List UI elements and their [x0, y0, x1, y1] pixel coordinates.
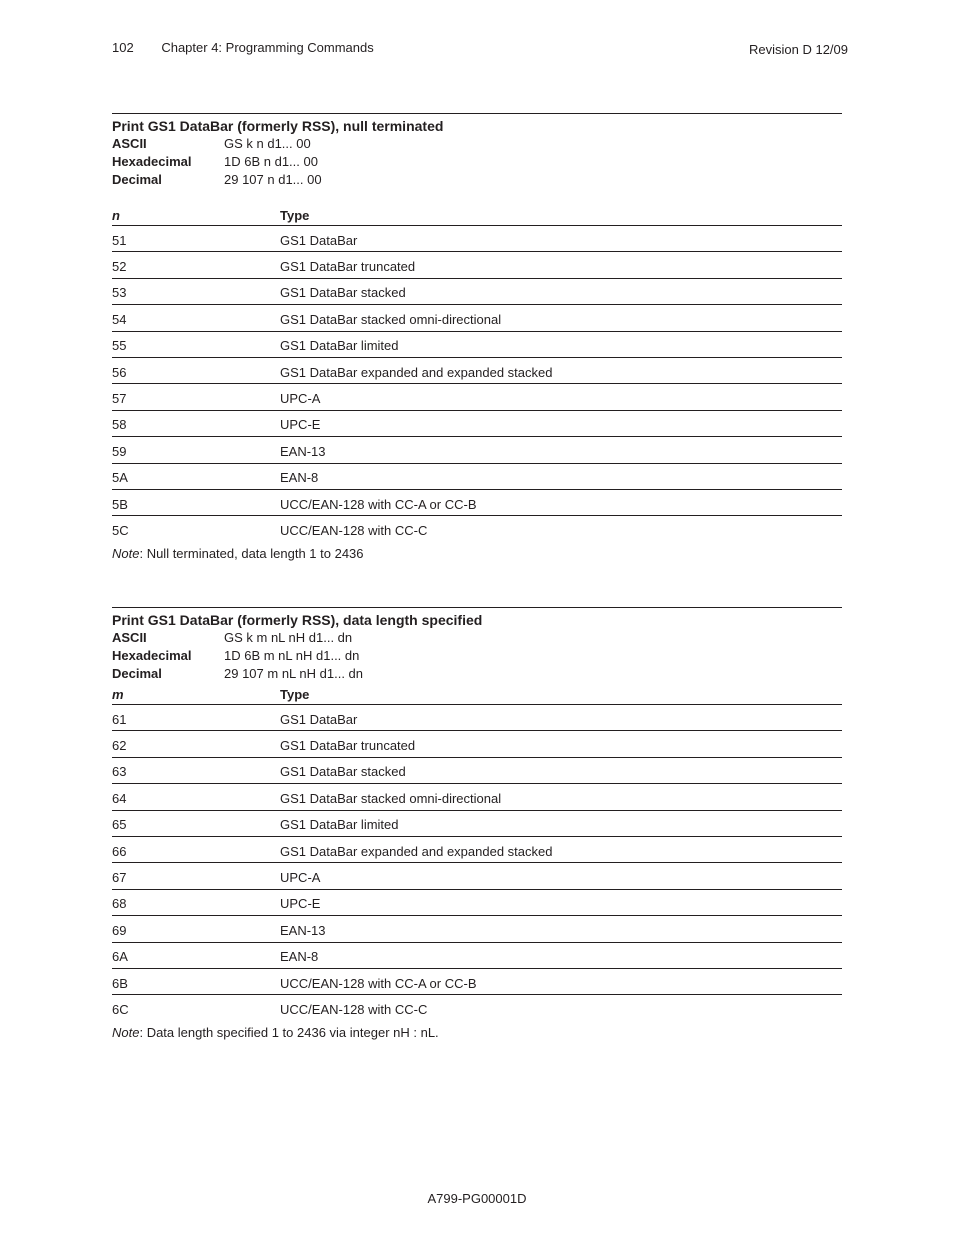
- table-row: [112, 384, 842, 410]
- format-label: ASCII: [112, 136, 147, 151]
- row-code: 62: [112, 738, 127, 754]
- row-code: 53: [112, 285, 127, 301]
- section-length-specified: [112, 607, 842, 1040]
- row-code: 5B: [112, 496, 128, 512]
- format-row: [112, 153, 842, 171]
- row-code: 58: [112, 417, 127, 433]
- row-type: EAN-8: [280, 949, 319, 965]
- format-value: GS k n d1... 00: [224, 136, 311, 151]
- table-row: [112, 758, 842, 784]
- row-type: GS1 DataBar stacked omni-directional: [280, 311, 502, 327]
- format-value: 29 107 m nL nH d1... dn: [224, 666, 364, 681]
- table-row: [112, 516, 842, 542]
- table-row: [112, 811, 842, 837]
- table-row: [112, 252, 842, 278]
- row-type: UCC/EAN-128 with CC-C: [280, 523, 428, 539]
- section-title: Print GS1 DataBar (formerly RSS), data length specified: [112, 612, 483, 628]
- table-row: [112, 305, 842, 331]
- format-label: Hexadecimal: [112, 648, 192, 663]
- format-label: Decimal: [112, 172, 162, 187]
- row-code: 6A: [112, 949, 128, 965]
- row-type: GS1 DataBar expanded and expanded stacked: [280, 843, 553, 859]
- table-row: [112, 437, 842, 463]
- table-row: [112, 464, 842, 490]
- table-row: [112, 995, 842, 1021]
- row-code: 6B: [112, 975, 128, 991]
- table-row: [112, 332, 842, 358]
- format-value: 1D 6B m nL nH d1... dn: [224, 648, 360, 663]
- row-code: 54: [112, 311, 127, 327]
- row-type: EAN-13: [280, 443, 326, 459]
- row-type: UPC-A: [280, 391, 321, 407]
- table-row: [112, 358, 842, 384]
- format-row: [112, 171, 842, 189]
- format-value: 1D 6B n d1... 00: [224, 154, 318, 169]
- row-type: UCC/EAN-128 with CC-A or CC-B: [280, 975, 477, 991]
- row-type: GS1 DataBar limited: [280, 338, 399, 354]
- table-row: [112, 731, 842, 757]
- format-label: Decimal: [112, 666, 162, 681]
- table-row: [112, 969, 842, 995]
- row-code: 64: [112, 790, 127, 806]
- row-type: GS1 DataBar truncated: [280, 259, 416, 275]
- row-type: GS1 DataBar stacked: [280, 764, 406, 780]
- row-code: 55: [112, 338, 127, 354]
- table-row: [112, 943, 842, 969]
- row-type: UCC/EAN-128 with CC-A or CC-B: [280, 496, 477, 512]
- note: [112, 546, 842, 561]
- note-text: : Data length specified 1 to 2436 via integer nH : nL.: [139, 1024, 439, 1040]
- row-code: 66: [112, 843, 127, 859]
- table-row: [112, 916, 842, 942]
- table-row: [112, 411, 842, 437]
- revision-label: Revision D 12/09: [749, 42, 848, 57]
- row-code: 61: [112, 711, 127, 727]
- chapter-title: Chapter 4: Programming Commands: [161, 40, 374, 55]
- section-title: Print GS1 DataBar (formerly RSS), null terminated: [112, 118, 444, 134]
- row-code: 69: [112, 922, 127, 938]
- column-header-type: Type: [280, 687, 310, 702]
- row-type: GS1 DataBar limited: [280, 817, 399, 833]
- row-type: EAN-8: [280, 470, 319, 486]
- row-type: GS1 DataBar: [280, 711, 358, 727]
- table-row: [112, 490, 842, 516]
- table-header: [112, 206, 842, 226]
- column-header-param: m: [112, 687, 124, 702]
- note-label: Note: [112, 1024, 140, 1040]
- row-type: GS1 DataBar stacked: [280, 285, 406, 301]
- table-row: [112, 705, 842, 731]
- row-type: GS1 DataBar stacked omni-directional: [280, 790, 502, 806]
- note: [112, 1025, 842, 1040]
- page-number: 102: [112, 40, 134, 55]
- row-code: 68: [112, 896, 127, 912]
- note-label: Note: [112, 545, 140, 561]
- format-value: 29 107 n d1... 00: [224, 172, 322, 187]
- row-code: 59: [112, 443, 127, 459]
- table-row: [112, 863, 842, 889]
- column-header-param: n: [112, 208, 120, 223]
- format-row: [112, 665, 842, 683]
- row-type: GS1 DataBar expanded and expanded stacked: [280, 364, 553, 380]
- row-type: UCC/EAN-128 with CC-C: [280, 1002, 428, 1018]
- row-type: UPC-E: [280, 896, 321, 912]
- page-header: [112, 40, 374, 55]
- row-code: 6C: [112, 1002, 129, 1018]
- row-code: 65: [112, 817, 127, 833]
- format-row: [112, 135, 842, 153]
- row-code: 57: [112, 391, 127, 407]
- row-type: UPC-A: [280, 870, 321, 886]
- row-type: GS1 DataBar truncated: [280, 738, 416, 754]
- format-value: GS k m nL nH d1... dn: [224, 630, 353, 645]
- row-code: 56: [112, 364, 127, 380]
- row-code: 51: [112, 232, 127, 248]
- table-header: [112, 685, 842, 705]
- row-type: EAN-13: [280, 922, 326, 938]
- table-row: [112, 784, 842, 810]
- format-label: Hexadecimal: [112, 154, 192, 169]
- table-row: [112, 279, 842, 305]
- table-row: [112, 837, 842, 863]
- row-code: 5A: [112, 470, 128, 486]
- row-code: 67: [112, 870, 127, 886]
- section-null-terminated: [112, 113, 842, 561]
- row-code: 63: [112, 764, 127, 780]
- row-type: UPC-E: [280, 417, 321, 433]
- row-code: 52: [112, 259, 127, 275]
- column-header-type: Type: [280, 208, 310, 223]
- format-row: [112, 629, 842, 647]
- table-row: [112, 890, 842, 916]
- row-code: 5C: [112, 523, 129, 539]
- document-id: A799-PG00001D: [427, 1191, 527, 1206]
- format-row: [112, 647, 842, 665]
- note-text: : Null terminated, data length 1 to 2436: [139, 545, 364, 561]
- row-type: GS1 DataBar: [280, 232, 358, 248]
- format-label: ASCII: [112, 630, 147, 645]
- section-divider: [112, 113, 842, 114]
- table-row: [112, 226, 842, 252]
- section-divider: [112, 607, 842, 608]
